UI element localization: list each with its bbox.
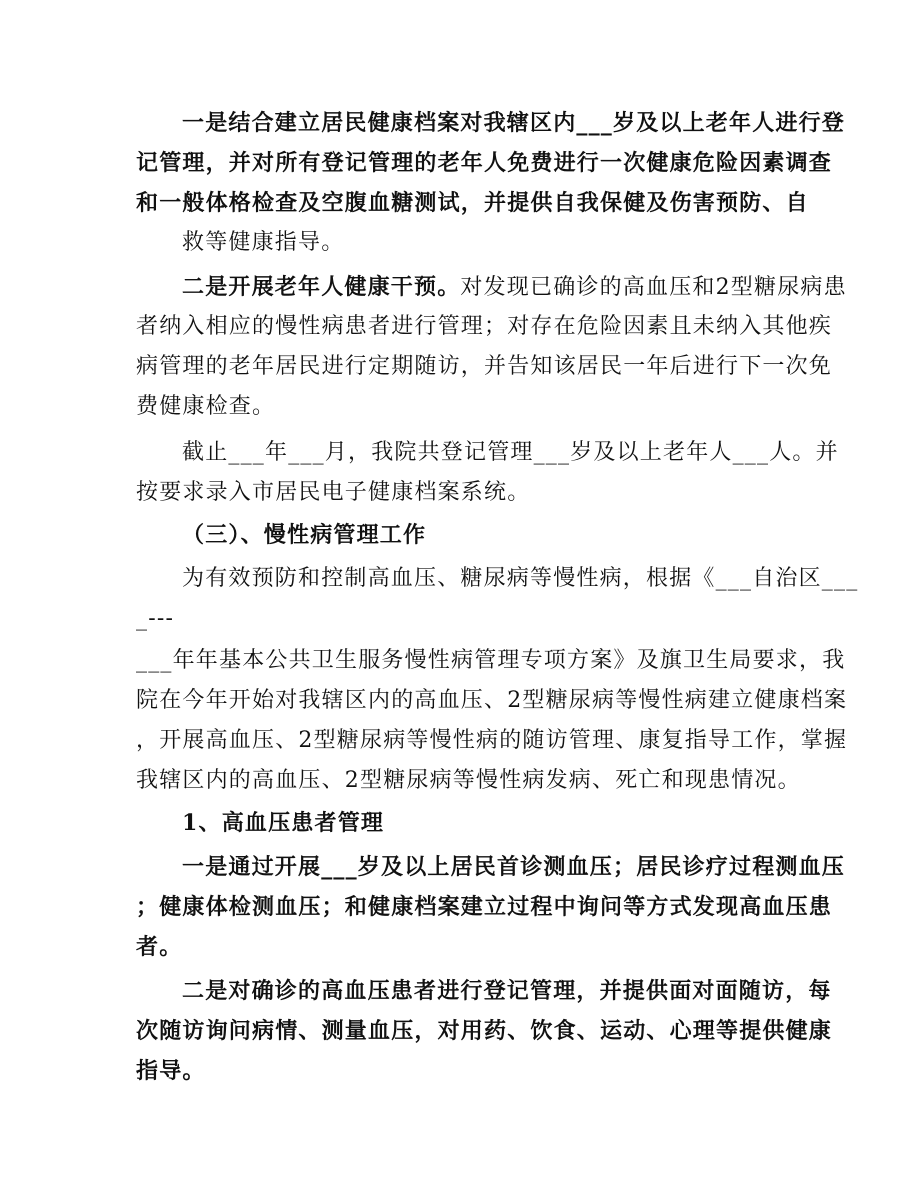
paragraph-line-5-lead: 二是开展老年人健康干预。 [182,274,461,300]
paragraph-line-5-rest: 对发现已确诊的高血压和2型糖尿病患 [460,275,847,300]
subsection-heading: 1、高血压患者管理 [182,810,385,836]
section-heading: （三）、慢性病管理工作 [182,522,427,548]
paragraph-line-13: ___年年基本公共卫生服务慢性病管理专项方案》及旗卫生局要求，我 [136,648,846,673]
paragraph-line-18: ；健康体检测血压；和健康档案建立过程中询问等方式发现高血压患 [136,894,833,920]
paragraph-line-4: 救等健康指导。 [182,230,345,255]
paragraph-line-6: 者纳入相应的慢性病患者进行管理；对存在危险因素且未纳入其他疾 [136,314,833,339]
paragraph-line-17: 一是通过开展___岁及以上居民首诊测血压；居民诊疗过程测血压 [182,854,846,880]
paragraph-line-21: 次随访询问病情、测量血压，对用药、饮食、运动、心理等提供健康 [136,1018,833,1044]
paragraph-line-3: 和一般体格检查及空腹血糖测试，并提供自我保健及伤害预防、自 [136,190,809,216]
paragraph-line-9: 截止___年___月，我院共登记管理___岁及以上老年人___人。并 [182,440,839,465]
paragraph-line-20: 二是对确诊的高血压患者进行登记管理，并提供面对面随访，每 [182,978,832,1004]
paragraph-line-7: 病管理的老年居民进行定期随访，并告知该居民一年后进行下一次免 [136,354,833,379]
paragraph-line-12: _--- [136,606,175,631]
paragraph-line-14: 院在今年开始对我辖区内的高血压、2型糖尿病等慢性病建立健康档案 [136,688,848,713]
paragraph-line-16: 我辖区内的高血压、2型糖尿病等慢性病发病、死亡和现患情况。 [136,768,801,793]
paragraph-line-19: 者。 [136,934,183,960]
paragraph-line-10: 按要求录入市居民电子健康档案系统。 [136,480,531,505]
paragraph-line-22: 指导。 [136,1058,206,1084]
paragraph-line-2: 记管理，并对所有登记管理的老年人免费进行一次健康危险因素调查 [136,150,833,176]
paragraph-line-15: ，开展高血压、2型糖尿病等慢性病的随访管理、康复指导工作，掌握 [136,728,848,753]
paragraph-line-5 [182,272,847,303]
paragraph-line-8: 费健康检查。 [136,394,276,419]
paragraph-line-1: 一是结合建立居民健康档案对我辖区内___岁及以上老年人进行登 [182,110,846,136]
paragraph-line-11: 为有效预防和控制高血压、糖尿病等慢性病，根据《___自治区___ [182,566,859,591]
